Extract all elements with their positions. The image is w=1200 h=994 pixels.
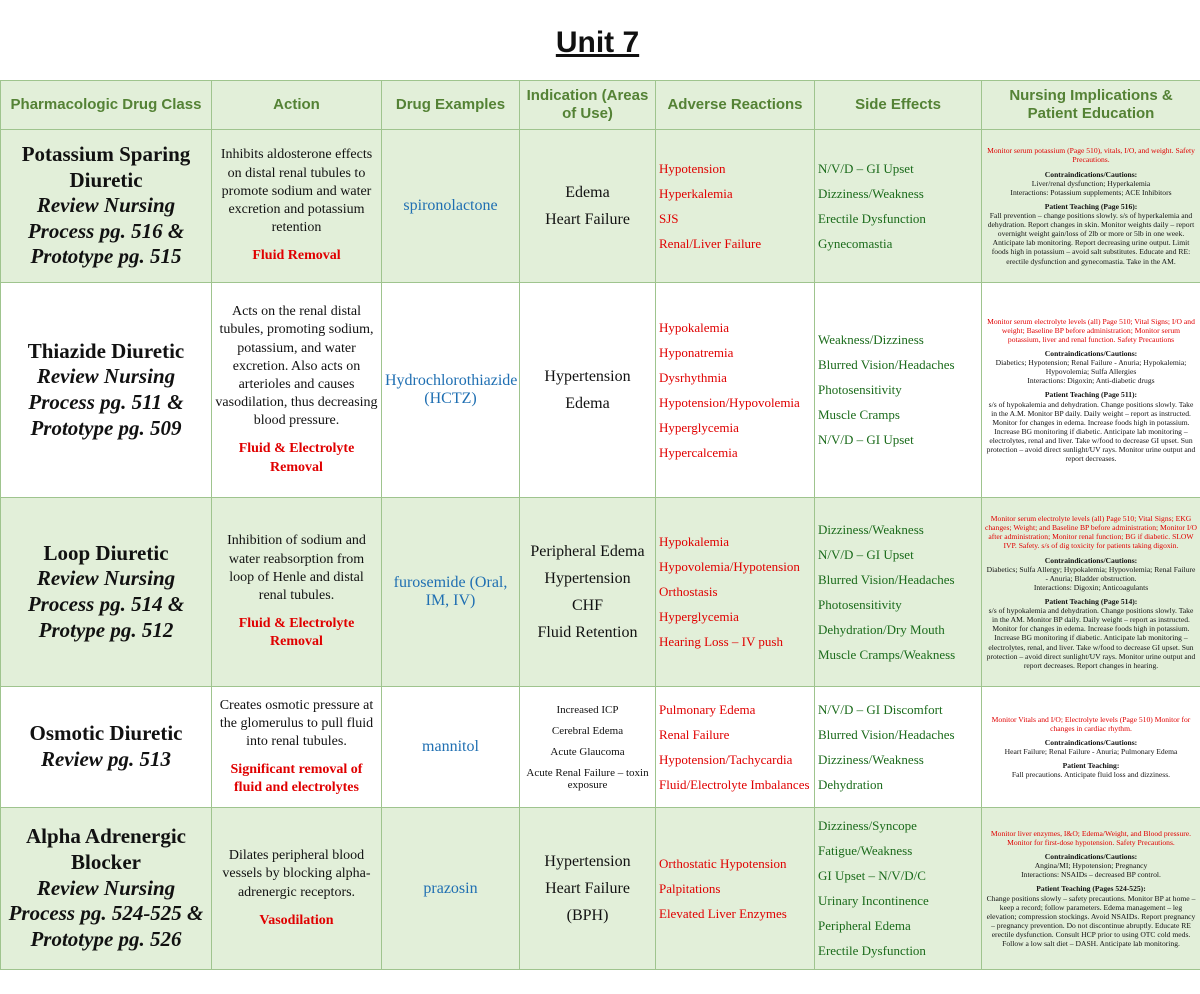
header-drug-examples: Drug Examples (382, 81, 520, 130)
nursing-contra-heading: Contraindications/Cautions: (1044, 737, 1138, 747)
drug-class-cell (1, 498, 212, 687)
indication-item: (BPH) (566, 906, 609, 924)
action-text: Creates osmotic pressure at the glomerulus to pull fluid into renal tubules. (219, 697, 374, 749)
side-effects-cell (815, 283, 982, 498)
side-effect-item: N/V/D – GI Upset (818, 546, 914, 562)
indication-item: Increased ICP (556, 703, 619, 716)
drug-example: prazosin (423, 879, 478, 897)
nursing-monitor: Monitor liver enzymes, I&O; Edema/Weight, and Blood pressure. Monitor for first-dose hypotension. Safety Precautions. (990, 828, 1192, 847)
action-text: Acts on the renal distal tubules, promoting sodium, potassium, and water excretion. Also acts on arterioles and causes vasodilation, thus decreasing blood pressure. (215, 304, 378, 429)
indication-item: Edema (565, 183, 610, 201)
action-note: Vasodilation (259, 912, 334, 928)
indication-cell (520, 130, 656, 283)
indication-item: Hypertension (544, 852, 631, 870)
nursing-contra-heading: Contraindications/Cautions: (1044, 349, 1138, 358)
adverse-item: Hypotension/Hypovolemia (659, 394, 800, 410)
side-effects-cell (815, 130, 982, 283)
side-effects-cell (815, 498, 982, 687)
nursing-teaching-heading: Patient Teaching (Page 511): (1044, 390, 1138, 400)
drug-example-cell (382, 283, 520, 498)
indication-item: CHF (571, 596, 604, 614)
indication-cell (520, 687, 656, 808)
side-effect-item: Photosensitivity (818, 382, 902, 397)
nursing-cell (982, 808, 1200, 970)
nursing-teaching-heading: Patient Teaching (Page 514): (1044, 597, 1138, 606)
drug-class-name: Thiazide Diuretic (27, 338, 185, 363)
nursing-teaching-heading: Patient Teaching (Page 516): (1044, 201, 1138, 211)
nursing-interactions: Interactions: Potassium supplements; ACE Inhibitors (1010, 187, 1172, 197)
indication-cell (520, 498, 656, 687)
drug-example: furosemide (Oral, IM, IV) (393, 574, 508, 609)
action-text: Dilates peripheral blood vessels by blocking alpha-adrenergic receptors. (222, 848, 371, 900)
nursing-monitor: Monitor serum potassium (Page 510), vitals, I/O, and weight. Safety Precautions. (987, 146, 1195, 165)
nursing-monitor: Monitor Vitals and I/O; Electrolyte levels (Page 510) Monitor for changes in cardiac rhythm. (991, 714, 1191, 733)
adverse-item: Pulmonary Edema (659, 701, 756, 717)
nursing-teaching: Change positions slowly – safety precautions. Monitor BP at home – keep a record; follow parameters. Edema management – leg elevation; compression stockings. Avoid NSAIDs. Report pregnancy – pregnancy prevention. Do not discontinue abruptly. Educate RE erectile dysfunction. Consult HCP prior to using OTC cold meds. Follow a low salt diet – DASH. Anticipate lab monitoring. (986, 893, 1196, 949)
nursing-contra: Angina/MI; Hypotension; Pregnancy (1034, 861, 1148, 871)
table-row (1, 283, 1200, 498)
adverse-item: Hyperglycemia (659, 419, 739, 435)
drug-class-name: Osmotic Diuretic (29, 721, 183, 746)
adverse-item: Hyperglycemia (659, 609, 739, 624)
side-effects-cell (815, 808, 982, 970)
nursing-interactions: Interactions: Digoxin; Anticoagulants (1033, 582, 1149, 592)
nursing-monitor: Monitor serum electrolyte levels (all) Page 510; Vital Signs; I/O and weight; Baseline BP before administration; Monitor serum potassium, liver and renal function. Safety Precautions (987, 316, 1195, 344)
nursing-contra: Diabetics; Hypotension; Renal Failure - Anuria; Hypokalemia; Hypovolemia; Sulfa Allergies (995, 358, 1187, 377)
side-effect-item: Blurred Vision/Headaches (818, 726, 955, 742)
side-effect-item: Peripheral Edema (818, 918, 911, 933)
action-cell (212, 687, 382, 808)
indication-item: Acute Renal Failure – toxin exposure (526, 766, 649, 791)
indication-item: Heart Failure (545, 210, 630, 228)
side-effect-item: Gynecomastia (818, 235, 893, 251)
action-cell (212, 130, 382, 283)
nursing-interactions: Interactions: NSAIDs – decreased BP control. (1021, 870, 1161, 880)
nursing-contra: Diabetics; Sulfa Allergy; Hypokalemia; Hypovolemia; Renal Failure - Anuria; Bladder obstruction. (986, 564, 1196, 583)
drug-table (0, 80, 1200, 970)
side-effect-item: N/V/D – GI Discomfort (818, 701, 943, 717)
nursing-teaching-heading: Patient Teaching: (1062, 761, 1120, 771)
action-cell (212, 498, 382, 687)
adverse-cell (656, 498, 815, 687)
drug-example-cell (382, 687, 520, 808)
drug-class-name: Loop Diuretic (43, 540, 169, 565)
adverse-cell (656, 808, 815, 970)
side-effect-item: N/V/D – GI Upset (818, 432, 914, 447)
action-note: Significant removal of fluid and electrolytes (230, 762, 363, 796)
side-effect-item: Dizziness/Syncope (818, 818, 917, 833)
side-effect-item: Urinary Incontinence (818, 893, 929, 908)
side-effect-item: Muscle Cramps (818, 407, 900, 422)
side-effect-item: Muscle Cramps/Weakness (818, 646, 956, 662)
drug-class-reference: Review pg. 513 (40, 747, 172, 771)
side-effect-item: Dizziness/Weakness (818, 185, 924, 201)
drug-example-cell (382, 498, 520, 687)
header-adverse: Adverse Reactions (656, 81, 815, 130)
indication-cell (520, 808, 656, 970)
nursing-teaching: s/s of hypokalemia and dehydration. Change positions slowly. Take in the AM. Monitor BP daily. Daily weight – report as instructed. Monitor for changes in edema. Increase foods high in potassium. Increase BG monitoring if diabetic. Anticipate lab monitoring – electrolytes, renal, and liver. Take w/food to decrease GI upset. Sun protection – avoid direct sunlight/UV rays. Monitor urine output and report decreases. Report changes in hearing. (986, 606, 1196, 670)
side-effect-item: Blurred Vision/Headaches (818, 571, 955, 587)
nursing-contra: Heart Failure; Renal Failure - Anuria; Pulmonary Edema (1004, 747, 1178, 756)
indication-item: Cerebral Edema (551, 724, 624, 737)
side-effects-cell (815, 687, 982, 808)
adverse-item: Hypokalemia (659, 534, 730, 549)
indication-item: Acute Glaucoma (550, 745, 625, 758)
side-effect-item: Fatigue/Weakness (818, 843, 913, 858)
drug-class-reference: Review Nursing Process pg. 516 & Prototype pg. 515 (27, 193, 185, 269)
nursing-cell (982, 687, 1200, 808)
adverse-item: Fluid/Electrolyte Imbalances (659, 776, 810, 792)
drug-example-cell (382, 808, 520, 970)
side-effect-item: Weakness/Dizziness (818, 332, 924, 347)
nursing-monitor: Monitor serum electrolyte levels (all) Page 510; Vital Signs; EKG changes; Weight; and Baseline BP before administration; Monitor I/O after administration; Monitor renal function; BG if diabetic. SLOW IVP. Safety. s/s of dig toxicity for patients taking digoxin. (985, 514, 1197, 551)
header-drug-class: Pharmacologic Drug Class (1, 81, 212, 130)
nursing-teaching: s/s of hypokalemia and dehydration. Change positions slowly. Take in the A.M. Monitor BP daily. Daily weight – report as instructed. Monitor for changes in edema. Increase foods high in potassium. Increase BG monitoring if diabetic. Anticipate lab monitoring – electrolytes, renal and liver. Take w/food to decrease GI upset. Sun protection – avoid direct sunlight/UV rays. Monitor urine output and report decreases. (986, 399, 1196, 464)
header-nursing: Nursing Implications & Patient Education (982, 81, 1200, 130)
side-effect-item: Photosensitivity (818, 596, 902, 612)
nursing-cell (982, 130, 1200, 283)
nursing-contra: Liver/renal dysfunction; Hyperkalemia (1031, 178, 1151, 188)
action-text: Inhibits aldosterone effects on distal renal tubules to promote sodium and water excretion and potassium retention (220, 147, 373, 236)
indication-item: Hypertension (544, 569, 631, 587)
adverse-item: Hypotension (659, 160, 726, 176)
action-text: Inhibition of sodium and water reabsorption from loop of Henle and distal renal tubules. (227, 533, 366, 603)
table-row (1, 498, 1200, 687)
adverse-cell (656, 130, 815, 283)
adverse-item: Palpitations (659, 880, 721, 896)
adverse-cell (656, 283, 815, 498)
drug-class-name: Alpha Adrenergic Blocker (25, 824, 187, 875)
header-action: Action (212, 81, 382, 130)
adverse-item: Elevated Liver Enzymes (659, 905, 787, 921)
drug-class-cell (1, 808, 212, 970)
nursing-cell (982, 498, 1200, 687)
header-indication: Indication (Areas of Use) (520, 81, 656, 130)
table-row (1, 130, 1200, 283)
side-effect-item: Erectile Dysfunction (818, 943, 926, 958)
adverse-item: Hyponatremia (659, 344, 734, 360)
action-note: Fluid & Electrolyte Removal (238, 616, 355, 650)
indication-item: Edema (565, 394, 610, 412)
side-effect-item: Blurred Vision/Headaches (818, 357, 955, 372)
adverse-item: Orthostatic Hypotension (659, 855, 787, 871)
side-effect-item: Dehydration/Dry Mouth (818, 621, 945, 637)
nursing-teaching: Fall prevention – change positions slowly. s/s of hyperkalemia and dehydration. Report changes in skin. Monitor weights daily – report overnight weight gain/loss of 2lb or more or 5lb in one week. Anticipate lab monitoring. Report decreasing urine output. Limit foods high in potassium – avoid salt substitutes. Educate and RE: erectile dysfunction and gynecomastia. Take in the AM. (987, 211, 1195, 266)
header-row (1, 81, 1200, 130)
adverse-cell (656, 687, 815, 808)
indication-item: Fluid Retention (537, 623, 638, 641)
nursing-contra-heading: Contraindications/Cautions: (1044, 555, 1138, 565)
side-effect-item: Dizziness/Weakness (818, 521, 924, 537)
nursing-interactions: Interactions: Digoxin; Anti-diabetic drugs (1027, 376, 1155, 386)
action-note: Fluid Removal (252, 248, 341, 264)
adverse-item: Hypotension/Tachycardia (659, 751, 793, 767)
drug-class-cell (1, 283, 212, 498)
page-title: Unit 7 (555, 26, 640, 59)
header-side-effects: Side Effects (815, 81, 982, 130)
side-effect-item: N/V/D – GI Upset (818, 160, 914, 176)
side-effect-item: Dizziness/Weakness (818, 751, 924, 767)
adverse-item: Renal/Liver Failure (659, 235, 762, 251)
side-effect-item: Erectile Dysfunction (818, 210, 926, 226)
drug-class-reference: Review Nursing Process pg. 524-525 & Prototype pg. 526 (8, 875, 204, 951)
drug-class-cell (1, 130, 212, 283)
indication-cell (520, 283, 656, 498)
drug-example: spironolactone (403, 197, 498, 214)
adverse-item: Hyperkalemia (659, 185, 733, 201)
drug-example: Hydrochlorothiazide (HCTZ) (385, 372, 518, 407)
action-cell (212, 808, 382, 970)
side-effect-item: GI Upset – N/V/D/C (818, 868, 926, 883)
adverse-item: Renal Failure (659, 726, 730, 742)
action-note: Fluid & Electrolyte Removal (238, 441, 355, 475)
adverse-item: Hypokalemia (659, 319, 730, 335)
nursing-teaching: Fall precautions. Anticipate fluid loss and dizziness. (1011, 770, 1171, 780)
adverse-item: Hypercalcemia (659, 444, 738, 460)
drug-class-cell (1, 687, 212, 808)
adverse-item: Hypovolemia/Hypotension (659, 559, 800, 574)
drug-example-cell (382, 130, 520, 283)
nursing-cell (982, 283, 1200, 498)
table-row (1, 808, 1200, 970)
indication-item: Hypertension (544, 367, 631, 385)
drug-class-name: Potassium Sparing Diuretic (21, 141, 191, 192)
table-row (1, 687, 1200, 808)
side-effect-item: Dehydration (818, 776, 883, 792)
drug-class-reference: Review Nursing Process pg. 511 & Prototype pg. 509 (28, 364, 184, 440)
adverse-item: Hearing Loss – IV push (659, 634, 783, 649)
indication-item: Heart Failure (545, 879, 630, 897)
nursing-teaching-heading: Patient Teaching (Pages 524-525): (1036, 884, 1146, 894)
action-cell (212, 283, 382, 498)
adverse-item: Orthostasis (659, 584, 718, 599)
indication-item: Peripheral Edema (530, 542, 645, 560)
drug-example: mannitol (422, 738, 479, 755)
adverse-item: SJS (659, 210, 679, 226)
drug-class-reference: Review Nursing Process pg. 514 & Protype pg. 512 (27, 566, 185, 642)
adverse-item: Dysrhythmia (659, 369, 727, 385)
nursing-contra-heading: Contraindications/Cautions: (1044, 852, 1138, 862)
nursing-contra-heading: Contraindications/Cautions: (1044, 169, 1138, 179)
